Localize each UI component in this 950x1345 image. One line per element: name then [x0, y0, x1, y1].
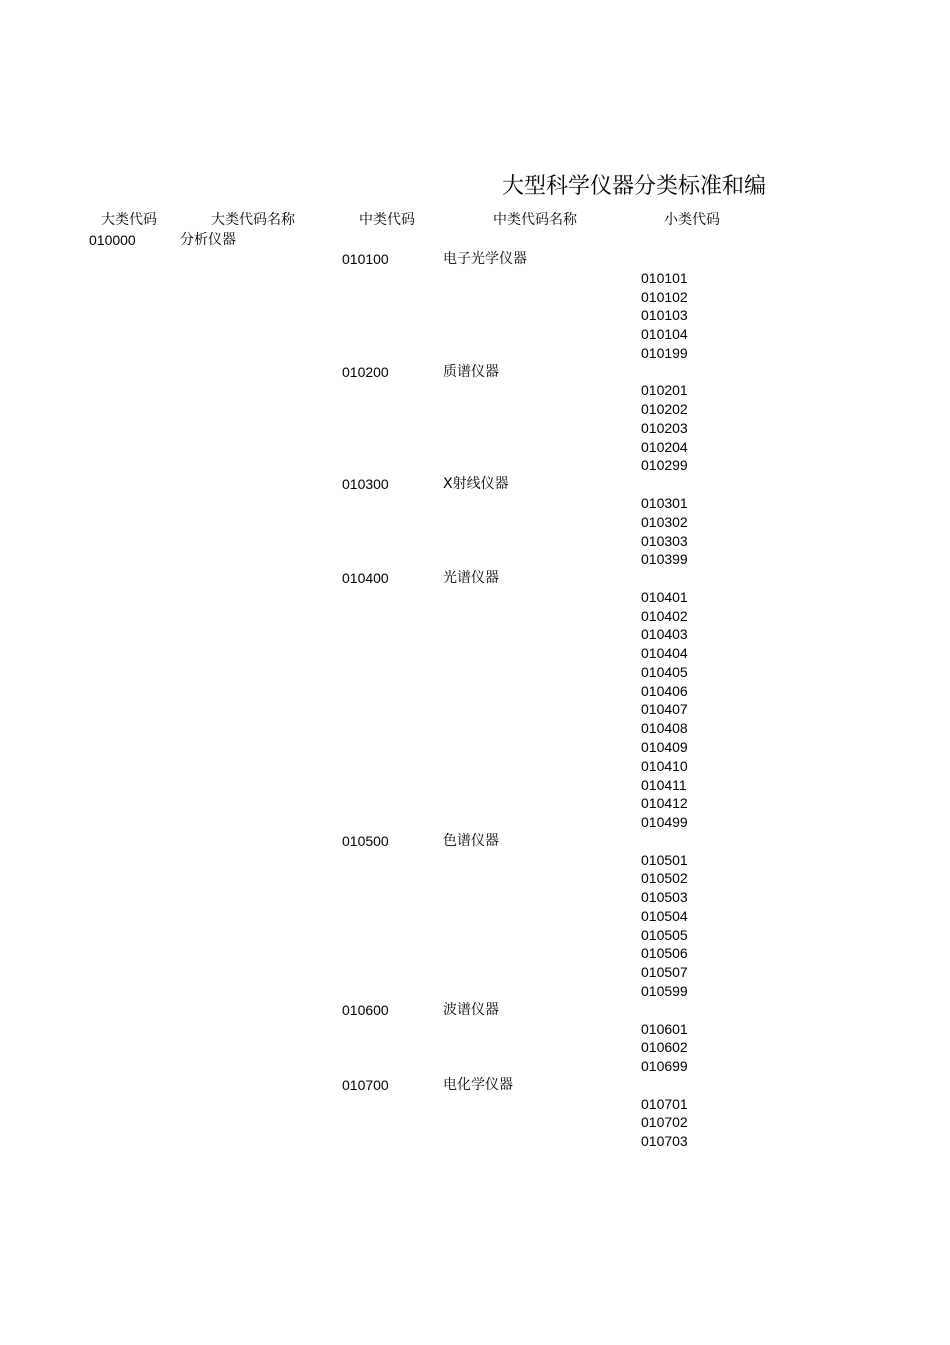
minor-code: 010599	[641, 983, 688, 999]
minor-code: 010499	[641, 814, 688, 830]
mid-name: 波谱仪器	[443, 1002, 499, 1018]
minor-code: 010407	[641, 701, 688, 717]
mid-name: 电子光学仪器	[443, 251, 527, 267]
mid-code: 010600	[342, 1002, 389, 1018]
page-title: 大型科学仪器分类标准和编	[502, 174, 767, 199]
minor-code: 010403	[641, 626, 688, 642]
mid-code: 010500	[342, 833, 389, 849]
minor-code: 010502	[641, 870, 688, 886]
minor-code: 010301	[641, 495, 688, 511]
header-major-name: 大类代码名称	[211, 212, 295, 228]
minor-code: 010601	[641, 1021, 688, 1037]
minor-code: 010505	[641, 927, 688, 943]
minor-code: 010402	[641, 608, 688, 624]
minor-code: 010699	[641, 1058, 688, 1074]
mid-name: 电化学仪器	[443, 1077, 513, 1093]
minor-code: 010302	[641, 514, 688, 530]
header-major-code: 大类代码	[101, 212, 157, 228]
minor-code: 010406	[641, 683, 688, 699]
minor-code: 010303	[641, 533, 688, 549]
minor-code: 010101	[641, 270, 688, 286]
minor-code: 010411	[641, 777, 687, 793]
minor-code: 010602	[641, 1039, 688, 1055]
minor-code: 010199	[641, 345, 688, 361]
major-name: 分析仪器	[180, 232, 236, 248]
mid-code: 010300	[342, 476, 389, 492]
minor-code: 010501	[641, 852, 688, 868]
minor-code: 010103	[641, 307, 688, 323]
mid-code: 010100	[342, 251, 389, 267]
minor-code: 010299	[641, 457, 688, 473]
mid-code: 010400	[342, 570, 389, 586]
minor-code: 010703	[641, 1133, 688, 1149]
minor-code: 010201	[641, 382, 688, 398]
mid-code: 010200	[342, 364, 389, 380]
minor-code: 010504	[641, 908, 688, 924]
header-minor-code: 小类代码	[664, 212, 720, 228]
minor-code: 010404	[641, 645, 688, 661]
minor-code: 010503	[641, 889, 688, 905]
minor-code: 010507	[641, 964, 688, 980]
minor-code: 010202	[641, 401, 688, 417]
header-mid-code: 中类代码	[359, 212, 415, 228]
minor-code: 010506	[641, 945, 688, 961]
mid-name: 光谱仪器	[443, 570, 499, 586]
minor-code: 010203	[641, 420, 688, 436]
minor-code: 010412	[641, 795, 688, 811]
minor-code: 010204	[641, 439, 688, 455]
mid-code: 010700	[342, 1077, 389, 1093]
major-code: 010000	[89, 232, 136, 248]
minor-code: 010702	[641, 1114, 688, 1130]
minor-code: 010102	[641, 289, 688, 305]
mid-name: X射线仪器	[443, 476, 509, 492]
minor-code: 010405	[641, 664, 688, 680]
header-mid-name: 中类代码名称	[493, 212, 577, 228]
minor-code: 010399	[641, 551, 688, 567]
minor-code: 010408	[641, 720, 688, 736]
minor-code: 010401	[641, 589, 688, 605]
minor-code: 010701	[641, 1096, 688, 1112]
mid-name: 色谱仪器	[443, 833, 499, 849]
minor-code: 010410	[641, 758, 688, 774]
minor-code: 010409	[641, 739, 688, 755]
minor-code: 010104	[641, 326, 688, 342]
mid-name: 质谱仪器	[443, 364, 499, 380]
